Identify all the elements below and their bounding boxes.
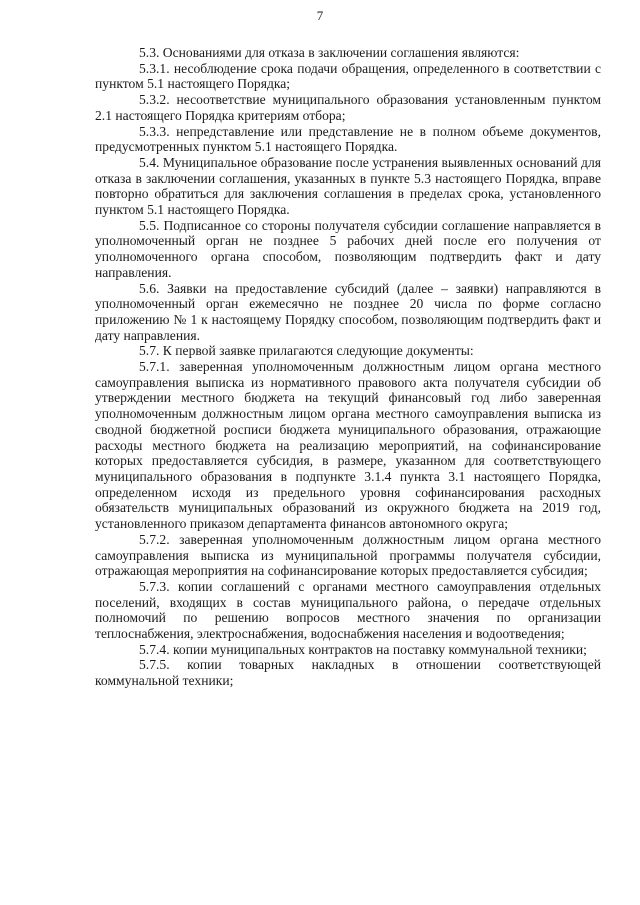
paragraph-5-3-3: 5.3.3. непредставление или представление не в полном объеме документов, предусмотренных пунктом 5.1 настоящего Порядка. [95,123,601,155]
page-number: 7 [316,8,324,23]
paragraph-5-7: 5.7. К первой заявке прилагаются следующие документы: [139,343,474,359]
paragraph-5-7-5: 5.7.5. копии товарных накладных в отношении соответствующей коммунальной техники; [95,657,601,689]
paragraph-5-7-4: 5.7.4. копии муниципальных контрактов на поставку коммунальной техники; [139,641,587,657]
paragraph-5-3: 5.3. Основаниями для отказа в заключении соглашения являются: [139,45,520,60]
paragraph-5-5: 5.5. Подписанное со стороны получателя субсидии соглашение направляется в уполномоченный орган не позднее 5 рабочих дней после его получения от уполномоченного органа способом, позволяющим подтвердить факт и дату направления. [95,217,601,280]
paragraph-5-6: 5.6. Заявки на предоставление субсидий (далее – заявки) направляются в уполномоченный орган ежемесячно не позднее 20 числа по форме согласно приложению № 1 к настоящему Порядку способом, позволяющим подтвердить факт и дату направления. [95,280,601,343]
paragraph-5-7-3: 5.7.3. копии соглашений с органами местного самоуправления отдельных поселений, входящих в состав муниципального района, о передаче отдельных полномочий по решению вопросов местного значения по организации теплоснабжения, электроснабжения, водоснабжения населения и водоотведения; [95,578,601,642]
paragraph-5-3-2: 5.3.2. несоответствие муниципального образования установленным пунктом 2.1 настоящего Порядка критериям отбора; [95,92,601,123]
paragraph-5-7-1: 5.7.1. заверенная уполномоченным должностным лицом органа местного самоуправления выписка из нормативного правового акта получателя субсидии об утверждении местного бюджета на текущий финансовый год либо заверенная уполномоченным должностным лицом органа местного самоуправления выписка из сводной бюджетной росписи бюджета муниципального образования, отражающие расходы местного бюджета на реализацию мероприятий, на софинансирование которых предоставляется субсидия, в размере, указанном для соответствующего муниципального образования в подпункте 3.1.4 пункта 3.1 настоящего Порядка, определенном исходя из предельного уровня софинансирования расходных обязательств муниципальных образований из окружного бюджета на 2019 год, установленного приказом департамента финансов автономного округа; [95,359,601,532]
paragraph-5-7-2: 5.7.2. заверенная уполномоченным должностным лицом органа местного самоуправления выписка из муниципальной программы получателя субсидии, отражающая мероприятия на софинансирование которых предоставляется субсидия; [95,531,601,579]
paragraph-5-3-1: 5.3.1. несоблюдение срока подачи обращения, определенного в соответствии с пунктом 5.1 настоящего Порядка; [95,60,601,92]
paragraph-5-4: 5.4. Муниципальное образование после устранения выявленных оснований для отказа в заключении соглашения, указанных в пункте 5.3 настоящего Порядка, вправе повторно обратиться для заключения соглашения в пределах срока, установленного пунктом 5.1 настоящего Порядка. [95,154,601,218]
document-body [95,45,601,689]
